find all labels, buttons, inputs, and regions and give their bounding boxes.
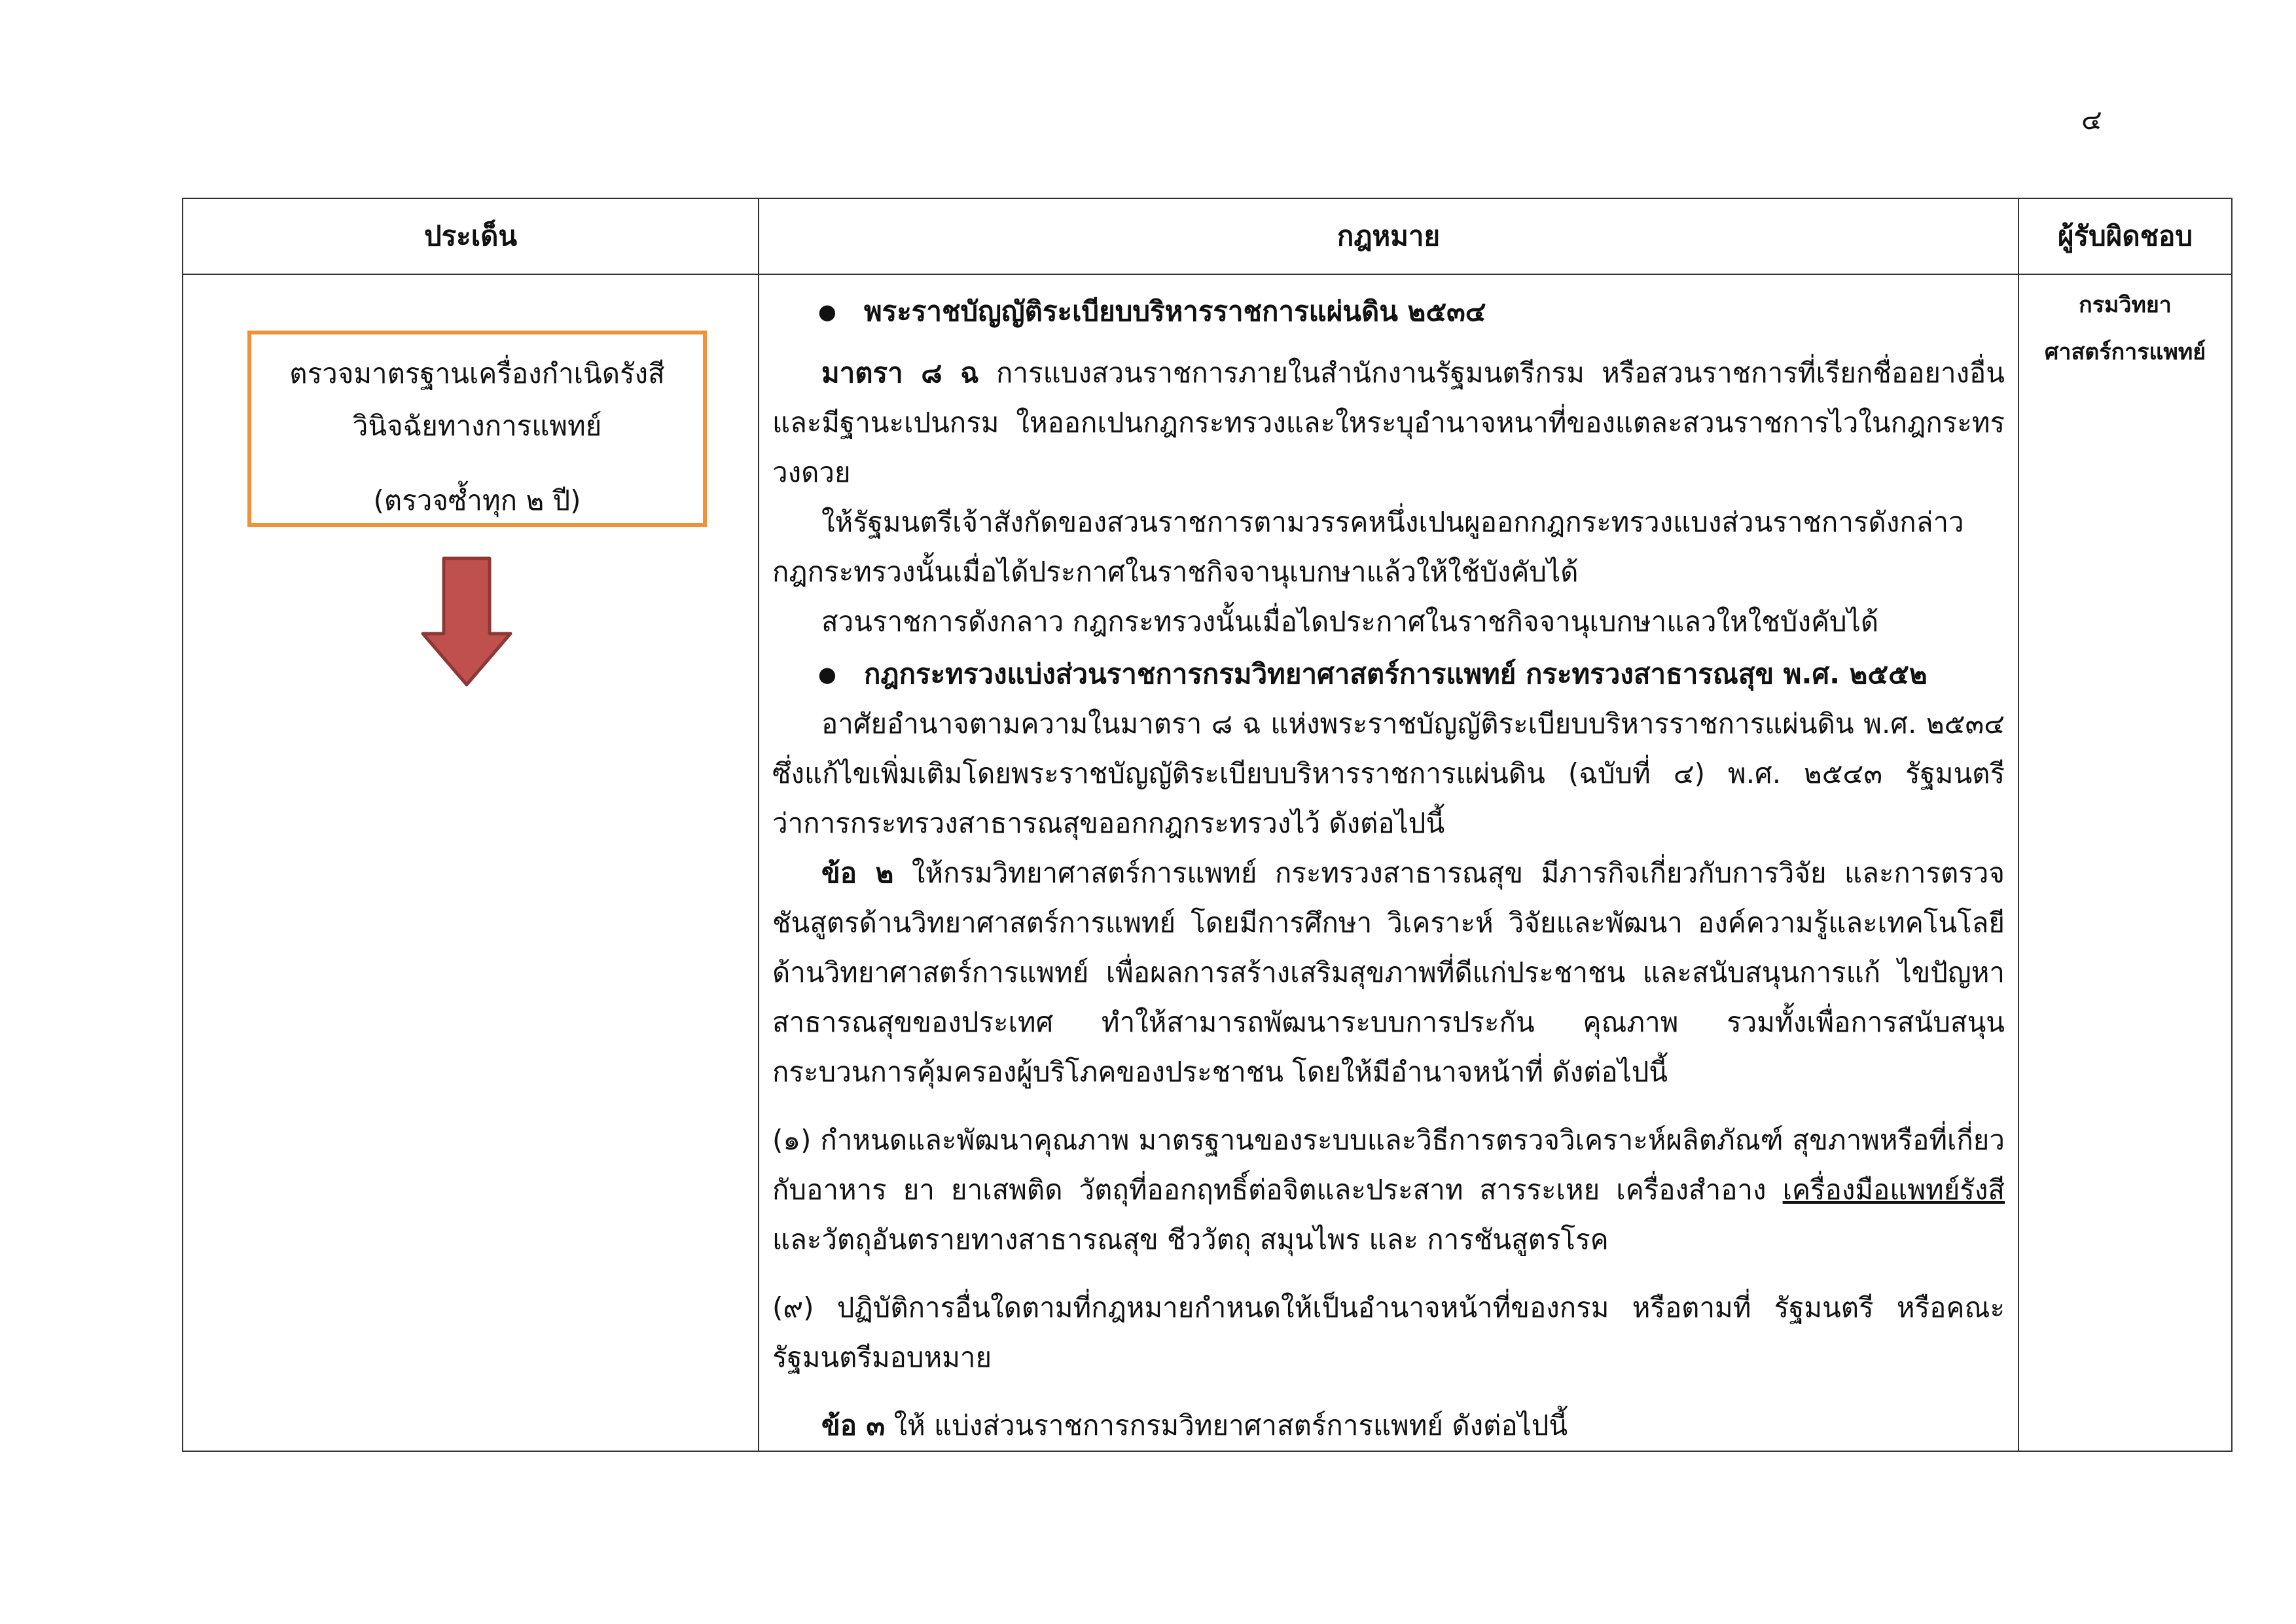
topic-box <box>247 331 707 527</box>
page-number: ๔ <box>2081 103 2102 135</box>
law-paragraph-7: (๙) ปฏิบัติการอื่นใดตามที่กฎหมายกำหนดให้เป็นอำนาจหน้าที่ของกรม หรือตามที่ รัฐมนตรี หรือคณะรัฐมนตรีมอบหมาย <box>772 1291 2005 1373</box>
header-responsible: ผู้รับผิดชอบ <box>2018 198 2232 274</box>
topic-line-3: (ตรวจซ้ำทุก ๒ ปี) <box>373 484 581 516</box>
table-row <box>183 274 2232 1451</box>
responsible-cell <box>2018 274 2232 1451</box>
header-law: กฎหมาย <box>759 198 2018 274</box>
down-arrow-icon <box>420 556 513 687</box>
law-paragraph-3: สวนราชการดังกลาว กฎกระทรวงนั้นเมื่อไดประกาศในราชกิจจานุเบกษาแลวใหใชบังคับได้ <box>821 605 1879 638</box>
law-paragraph-1: มาตรา ๘ ฉ การแบงสวนราชการภายในสำนักงานรัฐมนตรีกรม หรือสวนราชการที่เรียกชื่ออยางอื่นและมีฐานะเปนกรม ใหออกเปนกฎกระทรวงและใหระบุอำนาจหนาที่ของแตละสวนราชการไวในกฎกระทรวงดวย <box>772 357 2005 488</box>
bullet-act-title: ● พระราชบัญญัติระเบียบบริหารราชการแผ่นดิน ๒๕๓๔ <box>772 287 2005 336</box>
topic-line-1: ตรวจมาตรฐานเครื่องกำเนิดรังสี <box>289 357 665 389</box>
bullet-regulation-title: ● กฎกระทรวงแบ่งส่วนราชการกรมวิทยาศาสตร์การแพทย์ กระทรวงสาธารณสุข พ.ศ. ๒๕๕๒ <box>772 649 2005 699</box>
law-paragraph-6: (๑) กำหนดและพัฒนาคุณภาพ มาตรฐานของระบบและวิธีการตรวจวิเคราะห์ผลิตภัณฑ์ สุขภาพหรือที่เกี่ยวกับอาหาร ยา ยาเสพติด วัตถุที่ออกฤทธิ์ต่อจิตและประสาท สารระเหย เครื่องสำอาง เครื่องมือแพทย์รังสี และวัตถุอันตรายทางสาธารณสุข ชีววัตถุ สมุนไพร และ การชันสูตรโรค <box>772 1124 2005 1255</box>
law-paragraph-5: ข้อ ๒ ให้กรมวิทยาศาสตร์การแพทย์ กระทรวงสาธารณสุข มีภารกิจเกี่ยวกับการวิจัย และการตรวจชันสูตรด้านวิทยาศาสตร์การแพทย์ โดยมีการศึกษา วิเคราะห์ วิจัยและพัฒนา องค์ความรู้และเทคโนโลยีด้านวิทยาศาสตร์การแพทย์ เพื่อผลการสร้างเสริมสุขภาพที่ดีแก่ประชาชน และสนับสนุนการแก้ ไขปัญหาสาธารณสุขของประเทศ ทำให้สามารถพัฒนาระบบการประกัน คุณภาพ รวมทั้งเพื่อการสนับสนุนกระบวนการคุ้มครองผู้บริโภคของประชาชน โดยให้มีอำนาจหน้าที่ ดังต่อไปนี้ <box>772 857 2005 1088</box>
topic-cell <box>183 274 759 1451</box>
responsible-line-1: กรมวิทยา <box>2079 292 2172 318</box>
law-paragraph-2: ให้รัฐมนตรีเจ้าสังกัดของสวนราชการตามวรรคหนึ่งเปนผูออกกฎกระทรวงแบงส่วนราชการดังกล่าว กฎกระทรวงนั้นเมื่อได้ประกาศในราชกิจจานุเบกษาแล้วให้ใช้บังคับได้ <box>772 506 1964 588</box>
table-header-row <box>183 198 2232 274</box>
law-cell <box>759 274 2018 1451</box>
law-table <box>182 198 2233 1452</box>
header-topic: ประเด็น <box>183 198 759 274</box>
topic-line-2: วินิจฉัยทางการแพทย์ <box>352 410 602 442</box>
responsible-line-2: ศาสตร์การแพทย์ <box>2044 339 2206 365</box>
law-paragraph-4: อาศัยอำนาจตามความในมาตรา ๘ ฉ แห่งพระราชบัญญัติระเบียบบริหารราชการแผ่นดิน พ.ศ. ๒๕๓๔ ซึ่งแก้ไขเพิ่มเติมโดยพระราชบัญญัติระเบียบบริหารราชการแผ่นดิน (ฉบับที่ ๔) พ.ศ. ๒๕๔๓ รัฐมนตรีว่าการกระทรวงสาธารณสุขออกกฎกระทรวงไว้ ดังต่อไปนี้ <box>772 708 2005 839</box>
law-paragraph-8: ข้อ ๓ ให้ แบ่งส่วนราชการกรมวิทยาศาสตร์การแพทย์ ดังต่อไปนี้ <box>821 1409 1568 1441</box>
